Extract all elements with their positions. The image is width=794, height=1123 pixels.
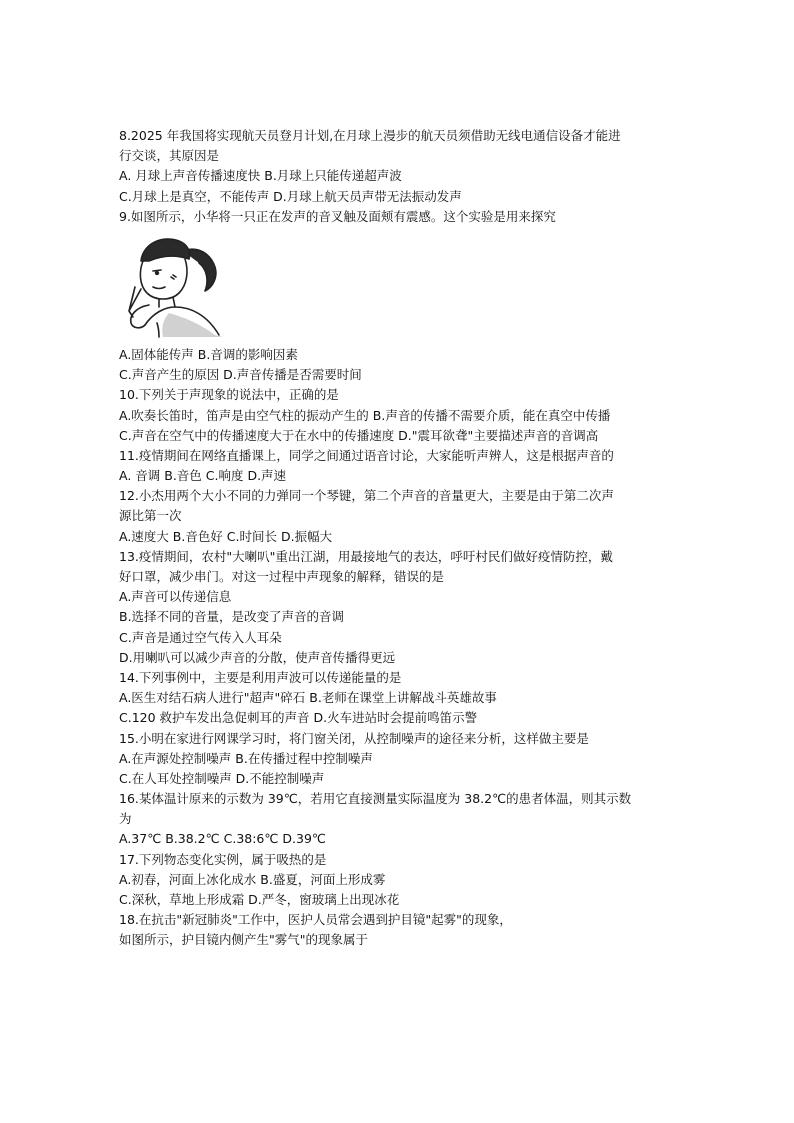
text-line: 17.下列物态变化实例，属于吸热的是 (119, 851, 327, 867)
text-line: A.37℃ B.38.2℃ C.38:6℃ D.39℃ (119, 831, 326, 847)
text-line: A.吹奏长笛时，笛声是由空气柱的振动产生的 B.声音的传播不需要介质，能在真空中传播 (119, 407, 611, 423)
text-line: C.月球上是真空，不能传声 D.月球上航天员声带无法振动发声 (119, 188, 462, 204)
text-line: 16.某体温计原来的示数为 39℃，若用它直接测量实际温度为 38.2℃的患者体温，则其示数 (119, 791, 632, 807)
text-line: 14.下列事例中，主要是利用声波可以传递能量的是 (119, 669, 402, 685)
text-line: 好口罩，减少串门。对这一过程中声现象的解释，错误的是 (119, 569, 445, 584)
text-line: A.在声源处控制噪声 B.在传播过程中控制噪声 (119, 750, 373, 766)
text-line: B.选择不同的音量，是改变了声音的音调 (119, 609, 345, 625)
text-line: 15.小明在家进行网课学习时，将门窗关闭，从控制噪声的途径来分析，这样做主要是 (119, 730, 589, 746)
text-line: C.深秋，草地上形成霜 D.严冬，窗玻璃上出现冰花 (119, 892, 400, 907)
text-line: A. 音调 B.音色 C.响度 D.声速 (119, 468, 287, 484)
text-line: 源比第一次 (119, 508, 182, 524)
text-line: A. 月球上声音传播速度快 B.月球上只能传递超声波 (119, 168, 402, 184)
text-line: A.固体能传声 B.音调的影响因素 (119, 346, 298, 362)
text-line: C.120 救护车发出急促刺耳的声音 D.火车进站时会提前鸣笛示警 (119, 710, 478, 726)
text-line: C.声音产生的原因 D.声音传播是否需要时间 (119, 367, 362, 383)
text-line: 为 (119, 811, 132, 827)
text-line: 13.疫情期间，农村"大喇叭"重出江湖，用最接地气的表达，呼吁村民们做好疫情防控，戴 (119, 548, 613, 564)
text-line: 如图所示，护目镜内侧产生"雾气"的现象属于 (119, 932, 368, 948)
text-line: A.初春，河面上冰化成水 B.盛夏，河面上形成雾 (119, 871, 386, 887)
text-line: C.声音是通过空气传入人耳朵 (119, 629, 282, 645)
text-line: C.声音在空气中的传播速度大于在水中的传播速度 D."震耳欲聋"主要描述声音的音调高 (119, 427, 599, 443)
question-list (119, 126, 689, 951)
text-line: 9.如图所示，小华将一只正在发声的音叉触及面颊有震感。这个实验是用来探究 (119, 208, 556, 224)
text-line: 行交谈，其原因是 (119, 148, 220, 164)
text-line: C.在人耳处控制噪声 D.不能控制噪声 (119, 770, 325, 786)
text-line: D.用喇叭可以减少声音的分散，使声音传播得更远 (119, 649, 396, 665)
text-line: A.声音可以传递信息 (119, 589, 232, 605)
girl-tuning-fork-icon (119, 231, 229, 339)
text-line: 18.在抗击"新冠肺炎"工作中，医护人员常会遇到护目镜"起雾"的现象， (119, 912, 512, 928)
text-line: A.速度大 B.音色好 C.时间长 D.振幅大 (119, 528, 333, 544)
text-line: 10.下列关于声现象的说法中，正确的是 (119, 387, 339, 403)
text-line: 8.2025 年我国将实现航天员登月计划,在月球上漫步的航天员须借助无线电通信设备才能进 (119, 128, 621, 143)
text-line: A.医生对结石病人进行"超声"碎石 B.老师在课堂上讲解战斗英雄故事 (119, 690, 497, 706)
text-line: 11.疫情期间在网络直播课上，同学之间通过语音讨论，大家能听声辨人，这是根据声音的 (119, 447, 614, 463)
text-line: 12.小杰用两个大小不同的力弹同一个琴键，第二个声音的音量更大，主要是由于第二次声 (119, 488, 614, 504)
